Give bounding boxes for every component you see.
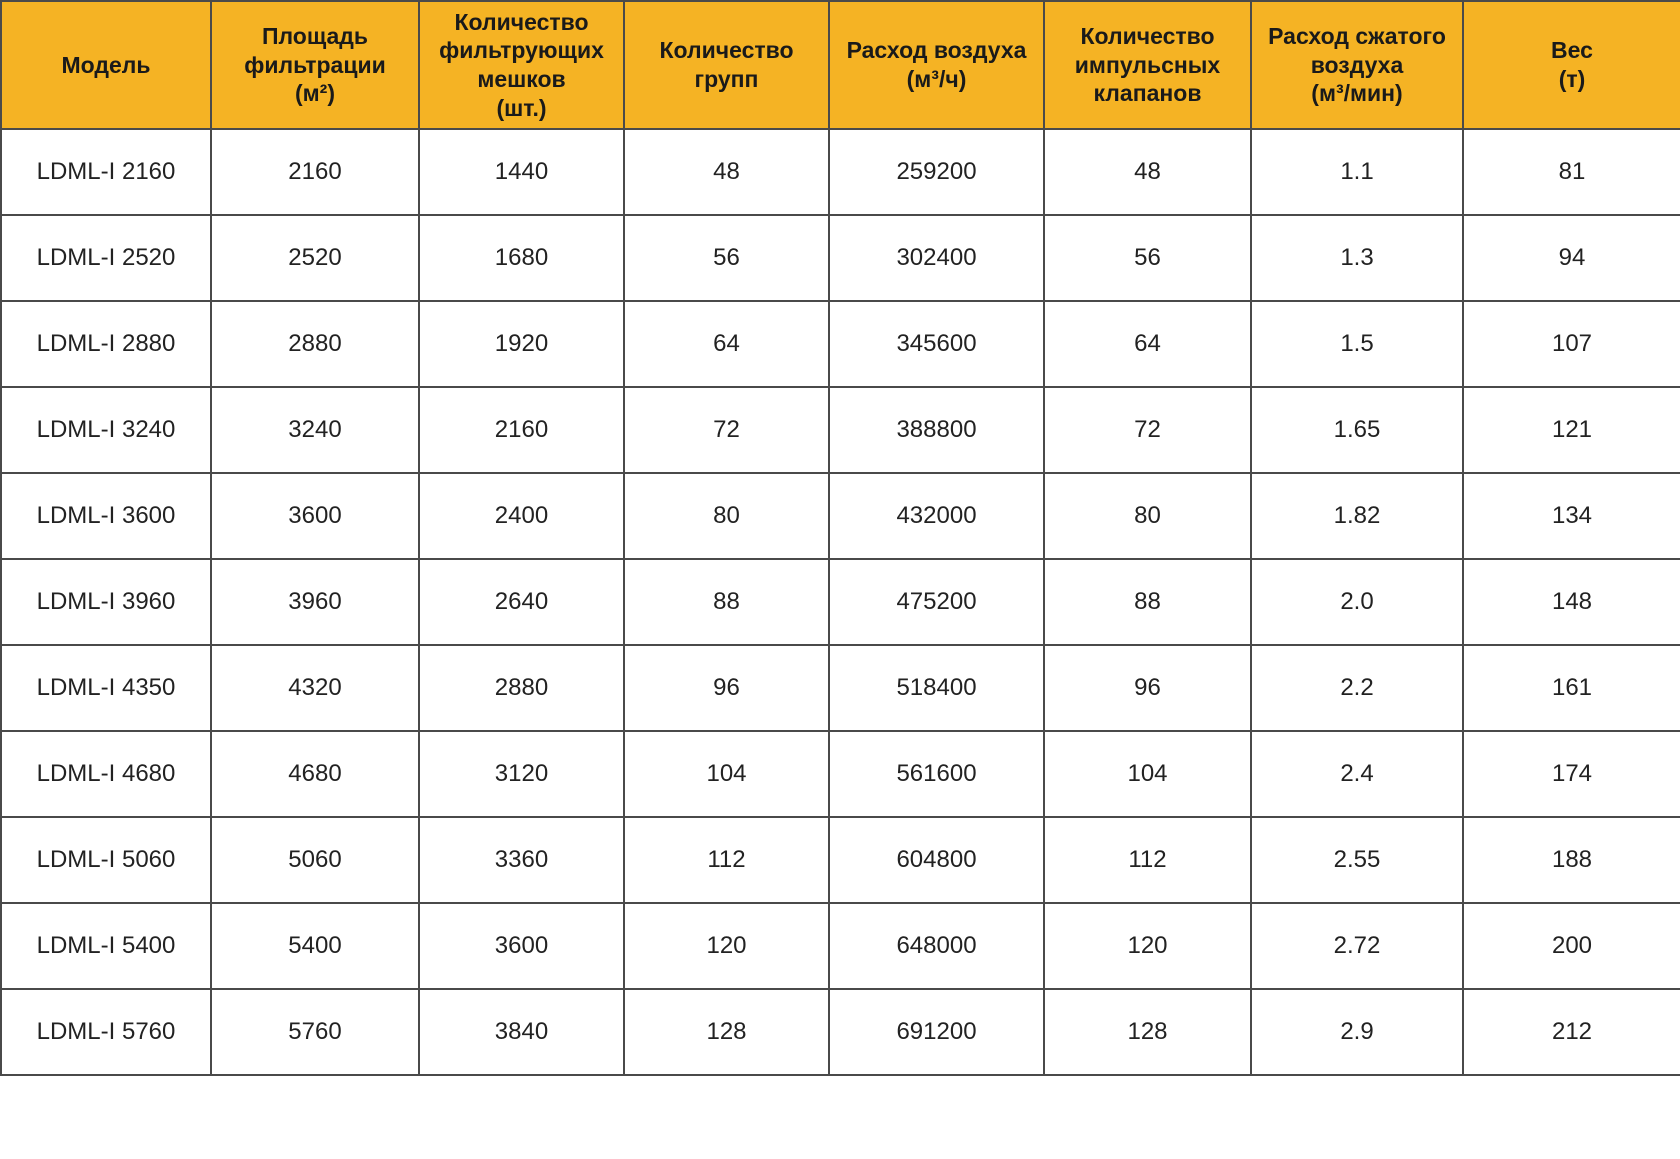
cell-bags: 2160	[419, 387, 624, 473]
cell-valves: 48	[1044, 129, 1251, 215]
cell-bags: 2640	[419, 559, 624, 645]
cell-area: 4680	[211, 731, 419, 817]
table-row	[1, 731, 1680, 817]
header-line: Вес	[1551, 37, 1593, 64]
cell-model: LDML-I 5060	[1, 817, 211, 903]
header-line: фильтрации	[244, 51, 386, 78]
header-row	[1, 1, 1680, 129]
header-line: Количество	[659, 37, 794, 64]
header-line: импульсных	[1074, 51, 1221, 78]
cell-compressed-air: 1.5	[1251, 301, 1463, 387]
column-header-airflow	[829, 1, 1044, 129]
cell-valves: 112	[1044, 817, 1251, 903]
cell-model: LDML-I 3960	[1, 559, 211, 645]
cell-bags: 3360	[419, 817, 624, 903]
cell-model: LDML-I 2160	[1, 129, 211, 215]
cell-area: 3240	[211, 387, 419, 473]
cell-compressed-air: 1.1	[1251, 129, 1463, 215]
cell-groups: 64	[624, 301, 829, 387]
header-line: клапанов	[1093, 80, 1202, 107]
cell-valves: 80	[1044, 473, 1251, 559]
table-row	[1, 903, 1680, 989]
cell-bags: 2880	[419, 645, 624, 731]
cell-airflow: 432000	[829, 473, 1044, 559]
column-header-bag-count	[419, 1, 624, 129]
cell-area: 4320	[211, 645, 419, 731]
table-row	[1, 215, 1680, 301]
cell-bags: 3120	[419, 731, 624, 817]
header-line: Количество	[454, 8, 589, 35]
cell-groups: 72	[624, 387, 829, 473]
cell-model: LDML-I 4350	[1, 645, 211, 731]
column-header-group-count	[624, 1, 829, 129]
cell-weight: 212	[1463, 989, 1680, 1075]
table-row	[1, 817, 1680, 903]
cell-valves: 56	[1044, 215, 1251, 301]
header-line: групп	[694, 66, 759, 92]
column-header-compressed-air	[1251, 1, 1463, 129]
cell-model: LDML-I 2880	[1, 301, 211, 387]
cell-valves: 64	[1044, 301, 1251, 387]
cell-area: 2880	[211, 301, 419, 387]
header-line: Количество	[1080, 23, 1215, 50]
cell-airflow: 648000	[829, 903, 1044, 989]
cell-model: LDML-I 2520	[1, 215, 211, 301]
cell-compressed-air: 1.65	[1251, 387, 1463, 473]
cell-compressed-air: 2.0	[1251, 559, 1463, 645]
cell-airflow: 388800	[829, 387, 1044, 473]
cell-airflow: 561600	[829, 731, 1044, 817]
cell-weight: 188	[1463, 817, 1680, 903]
header-line: Расход воздуха	[846, 37, 1027, 64]
cell-airflow: 475200	[829, 559, 1044, 645]
cell-area: 3960	[211, 559, 419, 645]
cell-model: LDML-I 5760	[1, 989, 211, 1075]
cell-weight: 161	[1463, 645, 1680, 731]
cell-weight: 107	[1463, 301, 1680, 387]
cell-groups: 104	[624, 731, 829, 817]
column-header-valve-count	[1044, 1, 1251, 129]
table-row	[1, 301, 1680, 387]
table-row	[1, 989, 1680, 1075]
header-line: Площадь	[261, 23, 369, 50]
column-header-weight	[1463, 1, 1680, 129]
cell-compressed-air: 2.55	[1251, 817, 1463, 903]
cell-compressed-air: 2.9	[1251, 989, 1463, 1075]
cell-bags: 3840	[419, 989, 624, 1075]
cell-groups: 56	[624, 215, 829, 301]
cell-area: 5400	[211, 903, 419, 989]
header-line: (шт.)	[496, 94, 547, 121]
cell-airflow: 518400	[829, 645, 1044, 731]
cell-compressed-air: 2.72	[1251, 903, 1463, 989]
cell-airflow: 604800	[829, 817, 1044, 903]
cell-airflow: 259200	[829, 129, 1044, 215]
cell-bags: 2400	[419, 473, 624, 559]
cell-valves: 88	[1044, 559, 1251, 645]
column-header-filtration-area	[211, 1, 419, 129]
table-row	[1, 387, 1680, 473]
cell-valves: 120	[1044, 903, 1251, 989]
cell-compressed-air: 2.4	[1251, 731, 1463, 817]
header-line: (т)	[1558, 66, 1586, 92]
cell-weight: 134	[1463, 473, 1680, 559]
table-row	[1, 645, 1680, 731]
table-row	[1, 129, 1680, 215]
cell-groups: 48	[624, 129, 829, 215]
cell-weight: 94	[1463, 215, 1680, 301]
cell-model: LDML-I 4680	[1, 731, 211, 817]
cell-area: 5760	[211, 989, 419, 1075]
cell-compressed-air: 2.2	[1251, 645, 1463, 731]
cell-groups: 96	[624, 645, 829, 731]
cell-weight: 148	[1463, 559, 1680, 645]
cell-area: 2160	[211, 129, 419, 215]
cell-groups: 128	[624, 989, 829, 1075]
cell-area: 3600	[211, 473, 419, 559]
cell-model: LDML-I 3600	[1, 473, 211, 559]
cell-groups: 80	[624, 473, 829, 559]
cell-bags: 1440	[419, 129, 624, 215]
cell-airflow: 302400	[829, 215, 1044, 301]
cell-valves: 104	[1044, 731, 1251, 817]
table-row	[1, 473, 1680, 559]
cell-compressed-air: 1.3	[1251, 215, 1463, 301]
header-line: Модель	[61, 51, 151, 78]
cell-valves: 128	[1044, 989, 1251, 1075]
cell-groups: 112	[624, 817, 829, 903]
cell-bags: 1680	[419, 215, 624, 301]
cell-area: 2520	[211, 215, 419, 301]
cell-airflow: 345600	[829, 301, 1044, 387]
cell-weight: 121	[1463, 387, 1680, 473]
header-line: фильтрующих	[439, 37, 604, 64]
cell-compressed-air: 1.82	[1251, 473, 1463, 559]
header-line: (м²)	[295, 80, 335, 107]
cell-airflow: 691200	[829, 989, 1044, 1075]
cell-weight: 174	[1463, 731, 1680, 817]
header-line: мешков	[477, 66, 566, 92]
cell-valves: 72	[1044, 387, 1251, 473]
cell-model: LDML-I 3240	[1, 387, 211, 473]
table-row	[1, 559, 1680, 645]
cell-groups: 120	[624, 903, 829, 989]
cell-bags: 1920	[419, 301, 624, 387]
cell-weight: 200	[1463, 903, 1680, 989]
header-line: воздуха	[1310, 51, 1404, 78]
column-header-model	[1, 1, 211, 129]
cell-model: LDML-I 5400	[1, 903, 211, 989]
header-line: (м³/мин)	[1311, 80, 1403, 107]
cell-weight: 81	[1463, 129, 1680, 215]
table-header	[1, 1, 1680, 129]
cell-bags: 3600	[419, 903, 624, 989]
header-line: (м³/ч)	[906, 66, 967, 92]
cell-valves: 96	[1044, 645, 1251, 731]
table-body	[1, 129, 1680, 1075]
cell-groups: 88	[624, 559, 829, 645]
cell-area: 5060	[211, 817, 419, 903]
header-line: Расход сжатого	[1268, 23, 1446, 50]
